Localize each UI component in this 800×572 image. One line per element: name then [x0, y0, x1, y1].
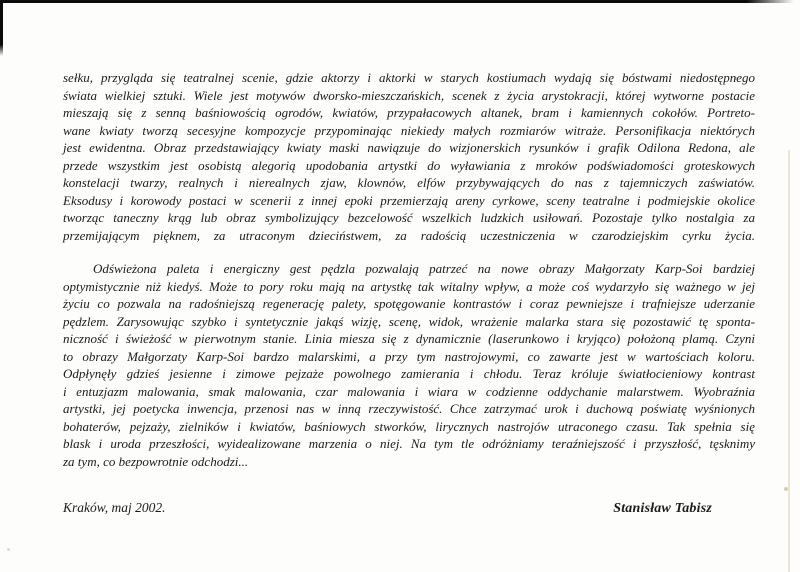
- text-line: przede wszystkim jest osobistą alegorią upodobania artystki do wyławiania z mroków podświadomości groteskowych: [63, 157, 755, 173]
- text-line: Odpłynęły gdzieś jesienne i zimowe pejzaże powolnego zamierania i chłodu. Teraz króluje światłocieniowy kontrast: [63, 366, 755, 381]
- text-line: bohaterów, pejzaży, zielników i kwiatów, baśniowych stworków, lirycznych nastrojów utraconego czasu. Tak spełnia się: [63, 418, 755, 434]
- document-footer: [63, 500, 755, 517]
- scan-artifact: [788, 150, 790, 572]
- place-date: Kraków, maj 2002.: [63, 500, 166, 515]
- text-line: świata wielkiej sztuki. Wiele jest motywów dworsko-mieszczańskich, scenek z życia arystokracji, której wytworne postacie: [63, 87, 755, 103]
- text-line: jest ewidentna. Obraz przedstawiający kwiaty maski nawiązuje do wizjonerskich rysunków i grafik Odilona Redona, ale: [63, 140, 755, 155]
- text-line: artystki, jej poetycka inwencja, przenosi nas w inną rzeczywistość. Chce zatrzymać urok i duchową poświatę wyśnionych: [63, 401, 755, 416]
- scan-edge-top: [0, 0, 794, 3]
- text-line: konstelacji twarzy, realnych i nierealnych zjaw, klownów, elfów przybywających do nas z tajemniczych zaświatów.: [63, 175, 755, 190]
- text-line: Eksodusy i korowody postaci w scenerii z innej epoki przemierzają areny cyrkowe, sceny teatralne i podmiejskie okolice: [63, 192, 755, 208]
- text-line: życiu co pozwala na radośniejszą regenerację palety, spotęgowanie kontrastów i coraz pewniejsze i trafniejsze uderzanie: [63, 296, 755, 311]
- text-line: niczność i świeżość w pierwotnym stanie. Linia miesza się z dynamicznie (laserunkowo i kryjąco) położoną plamą. Czyni: [63, 331, 755, 346]
- text-line: Odświeżona paleta i energiczny gest pędzla pozwalają patrzeć na nowe obrazy Małgorzaty Karp-Soi bardziej: [93, 261, 755, 276]
- scan-edge-left: [0, 0, 3, 56]
- text-line: pędzlem. Zarysowując szybko i syntetycznie jakąś wizję, scenę, widok, wrażenie malarka stara się pozostawić tę sponta-: [63, 313, 755, 329]
- text-line: optymistycznie niż kiedyś. Może to pory roku mają na artystkę tak witalny wpływ, a może coś wydarzyło się ważnego w jej: [63, 278, 755, 294]
- paragraph-2: [63, 260, 755, 470]
- document-body: [63, 69, 755, 517]
- paragraph-1: [63, 69, 755, 244]
- author-signature: Stanisław Tabisz: [613, 501, 712, 516]
- scan-artifact: [7, 548, 10, 551]
- text-line: wane kwiaty tworzą secesyjne kompozycje przypominając niekiedy małych rozmiarów witraże. Personifikacja niektórych: [63, 122, 755, 138]
- text-line: to obrazy Małgorzaty Karp-Soi bardzo malarskimi, a przy tym nastrojowymi, co zawarte jest w wartościach koloru.: [63, 348, 755, 364]
- text-line: i entuzjazm malowania, smak malowania, czar malowania i wiara w codzienne oddychanie malarstwem. Wyobraźnia: [63, 383, 755, 399]
- text-line: blask i uroda przeszłości, wyidealizowane marzenia o niej. Na tym tle odróżniamy teraźniejszość i przyszłość, tęsknimy: [63, 436, 755, 451]
- text-line: przemijającym pięknem, za utraconym dzieciństwem, za radością uczestniczenia w czarodziejskim cyrku życia.: [63, 227, 755, 243]
- scan-artifact: [784, 487, 788, 491]
- text-line: sełku, przygląda się teatralnej scenie, gdzie aktorzy i aktorki w starych kostiumach wydają się bóstwami niedostępnego: [63, 70, 755, 85]
- text-line: za tym, co bezpowrotnie odchodzi...: [63, 453, 249, 469]
- text-line: tworząc taneczny krąg lub obraz symbolizujący bezcelowość wszelkich ludzkich usiłowań. Pozostaje tylko nostalgia za: [63, 210, 755, 225]
- text-line: mieszają się z senną baśniowością ogrodów, kwiatów, przypałacowych altanek, bram i kamiennych cokołów. Portreto-: [63, 105, 755, 120]
